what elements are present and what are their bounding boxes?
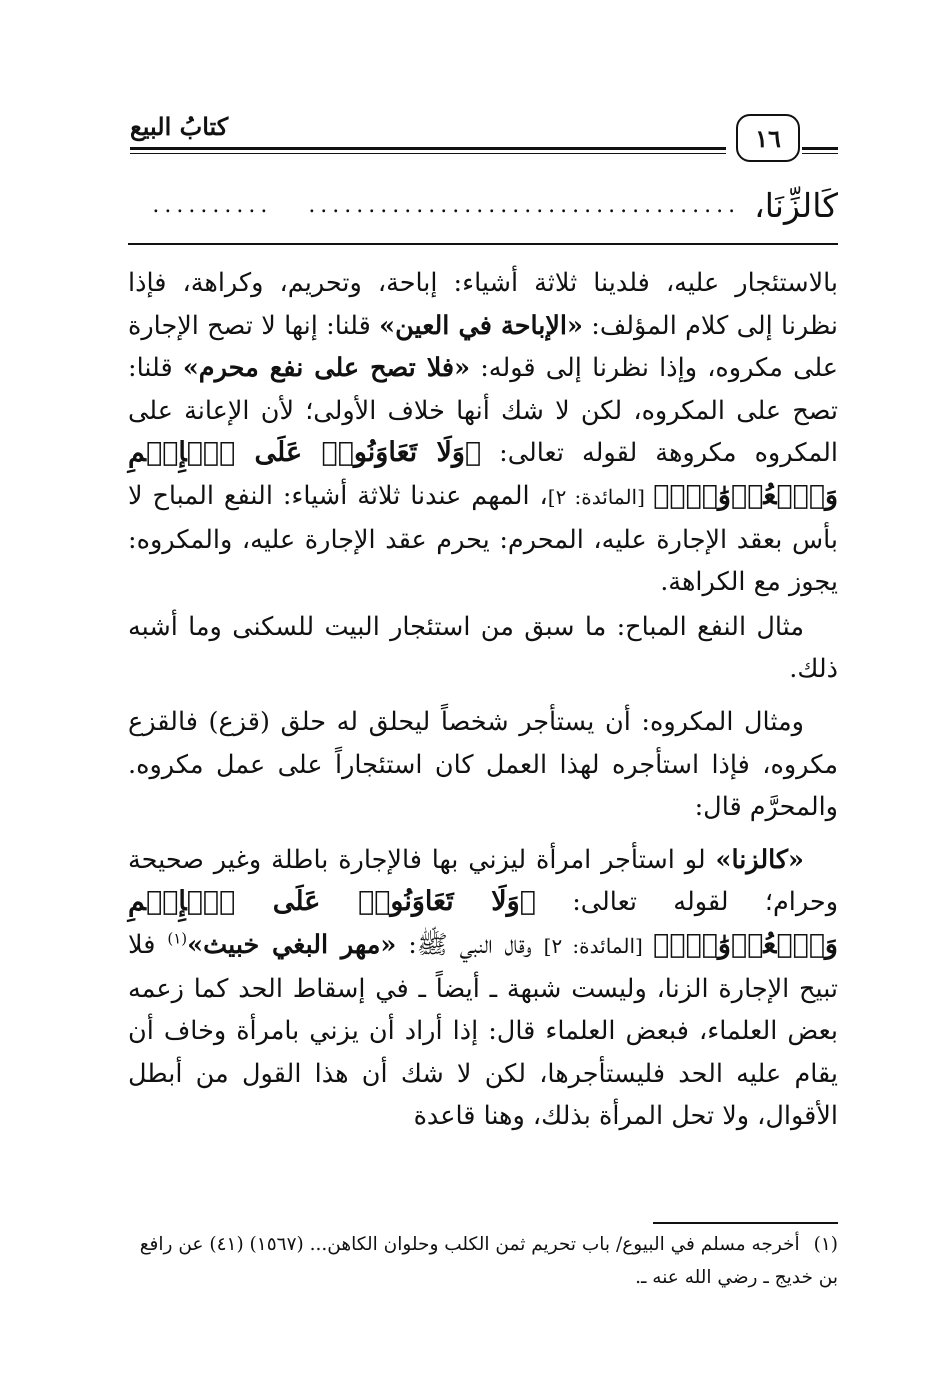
p1-text-c: قلنا: إنها لا تصح الإجارة على مكروه، وإذا نظرنا إلى قوله: <box>128 310 838 384</box>
header-rule-thin-right <box>802 153 838 154</box>
p4-quote-zina: «كالزنا» <box>715 844 804 875</box>
paragraph-4 <box>128 839 838 1138</box>
header-rule-thick-left <box>130 147 726 150</box>
page-number: ١٦ <box>755 123 781 153</box>
matn-line <box>130 180 838 230</box>
p1-text-a: بالاستئجار عليه، فلدينا ثلاثة أشياء: إباحة، وتحريم، وكراهة، فإذا نظرنا إلى كلام المؤلف: <box>128 268 839 341</box>
paragraph-1 <box>128 262 838 604</box>
page-header <box>130 112 838 168</box>
p4-text-c: وقال النبي ﷺ: <box>396 929 544 960</box>
footnote-text: أخرجه مسلم في البيوع/ باب تحريم ثمن الكلب وحلوان الكاهن... (١٥٦٧) (٤١) عن رافع بن خديج ـ رضي الله عنه ـ. <box>139 1234 838 1288</box>
paragraph-3: ومثال المكروه: أن يستأجر شخصاً ليحلق له حلق (قزع) فالقزع مكروه، فإذا استأجره لهذا العمل كان استئجاراً على عمل مكروه. والمحرَّم قال: <box>128 706 838 823</box>
p4-text-b: لو استأجر امرأة ليزني بها فالإجارة باطلة وغير صحيحة وحرام؛ لقوله تعالى: <box>128 844 839 918</box>
header-rule-thin-left <box>130 153 726 154</box>
p4-quran-verse: ﴿وَلَا تَعَاوَنُوا۟ عَلَى ٱلۡإِثۡمِ وَٱلۡعُدۡوَٰنِۚ﴾ <box>128 886 838 960</box>
p1-text-e: قلنا: تصح على المكروه، لكن لا شك أنها خلاف الأولى؛ لأن الإعانة على المكروه مكروهة لقوله تعالى: <box>128 353 838 469</box>
p1-quote-nafa: «فلا تصح على نفع محرم» <box>182 353 471 384</box>
p4-quran-ref: [المائدة: ٢] <box>543 933 654 958</box>
page-number-frame <box>736 114 800 162</box>
commentary-body <box>128 262 838 1138</box>
running-head-title: كتابُ البيع <box>130 112 229 141</box>
p1-text-f: ، المهم عندنا ثلاثة أشياء: النفع المباح لا بأس بعقد الإجارة عليه، المحرم: يحرم عقد الإجارة عليه، والمكروه: يجوز مع الكراهة. <box>128 480 838 598</box>
matn-divider <box>128 243 838 245</box>
footnote-marker: (١) <box>813 1234 838 1255</box>
header-rule-thick-right <box>802 147 838 150</box>
footnote-rule <box>653 1222 838 1224</box>
matn-text: كَالزِّنَا، <box>754 185 838 225</box>
p1-quran-ref: [المائدة: ٢] <box>547 484 654 509</box>
paragraph-2: مثال النفع المباح: ما سبق من استئجار البيت للسكنى وما أشبه ذلك. <box>128 611 838 685</box>
p1-quran-verse: ﴿وَلَا تَعَاوَنُوا۟ عَلَى ٱلۡإِثۡمِ وَٱلۡعُدۡوَٰنِۚ﴾ <box>128 437 839 511</box>
p1-quote-ibaha: «الإباحة في العين» <box>379 310 583 341</box>
footnote <box>128 1228 838 1294</box>
p4-text-e: فلا تبيح الإجارة الزنا، وليست شبهة ـ أيضاً ـ في إسقاط الحد كما زعمه بعض العلماء، فبعض العلماء قال: إذا أراد أن يزني بامرأة وخاف أن يقام عليه الحد فليستأجرها، لكن لا شك أن هذا القول من أبطل الأقوال، ولا تحل المرأة بذلك، وهنا قاعدة <box>128 929 838 1132</box>
p4-hadith-quote: «مهر البغي خبيث» <box>187 929 397 960</box>
footnote-ref[interactable]: (١) <box>167 929 188 948</box>
matn-dots: .......... .................................... <box>152 192 741 218</box>
